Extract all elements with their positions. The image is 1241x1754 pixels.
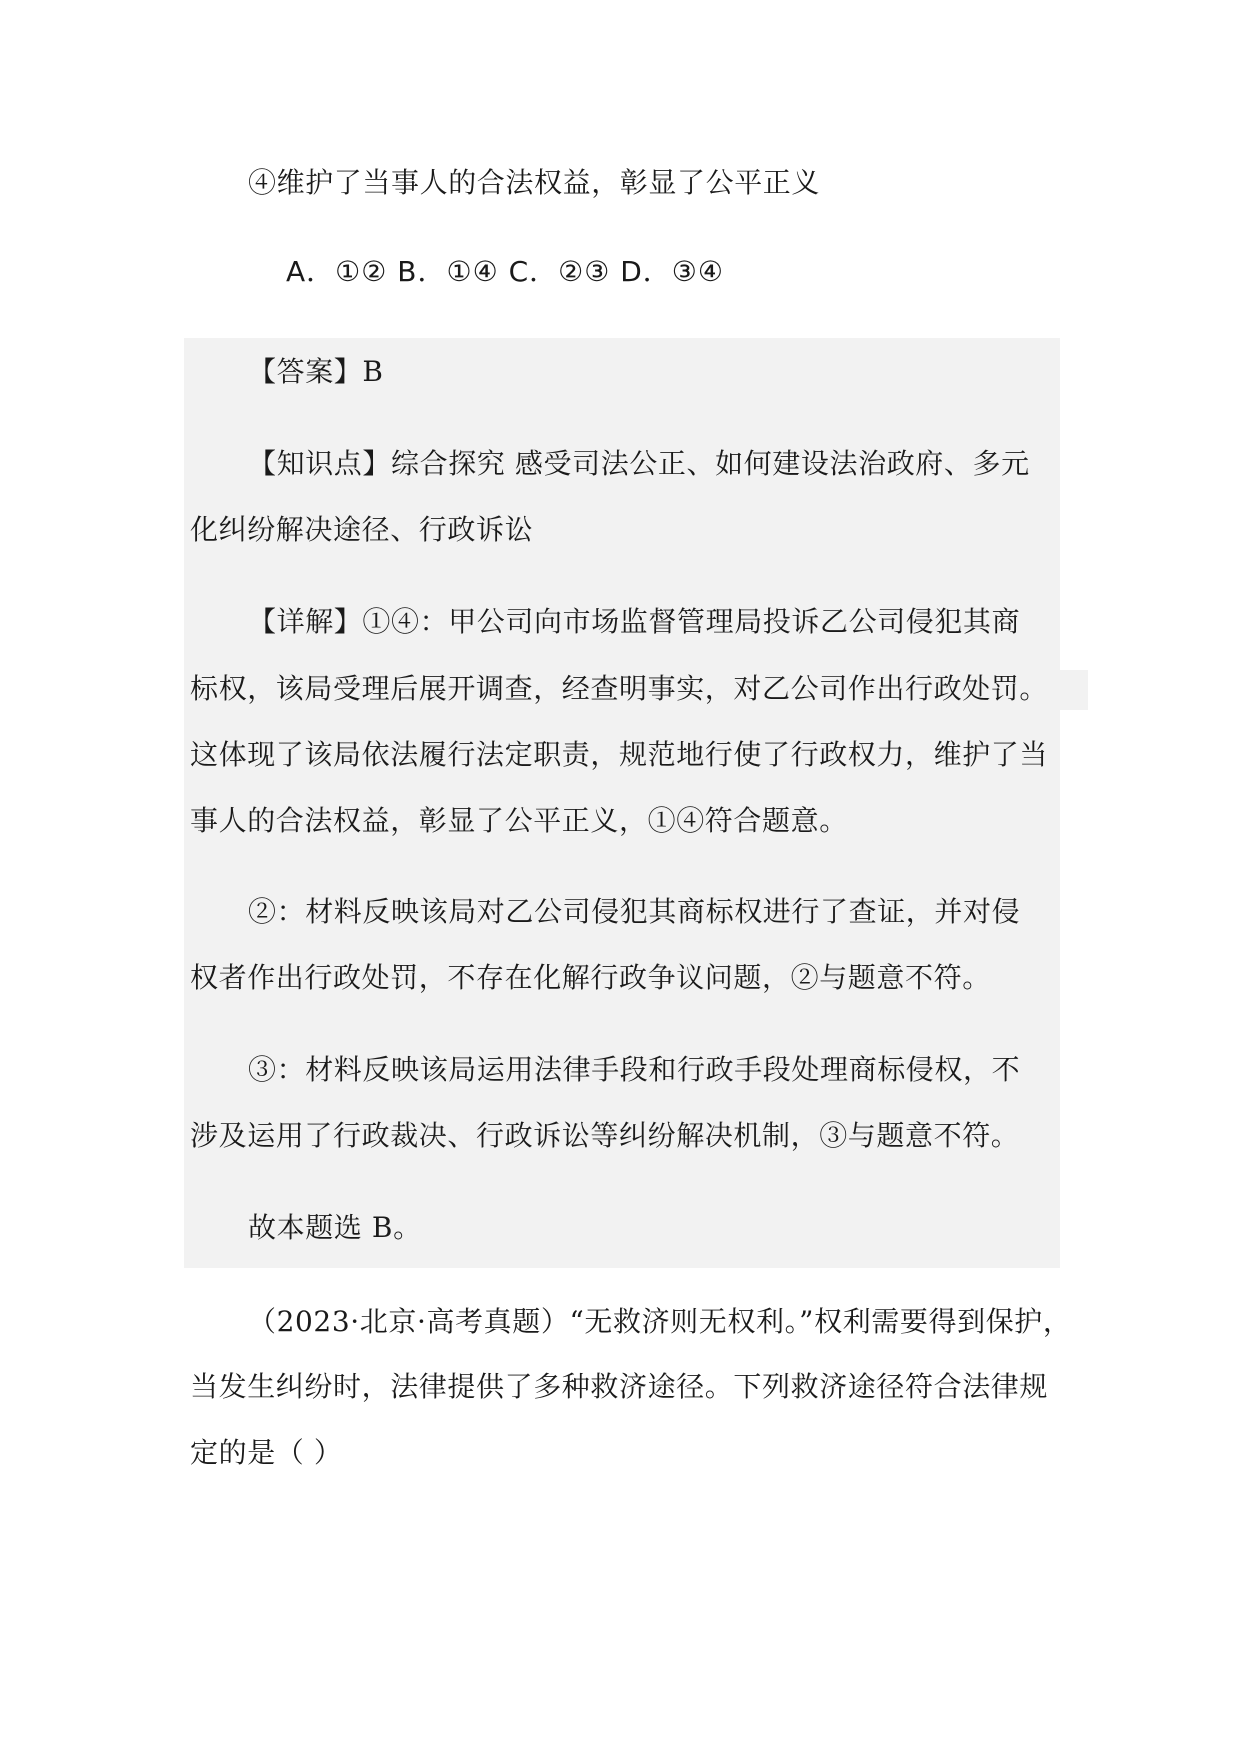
previous-option-4: ④维护了当事人的合法权益，彰显了公平正义 (248, 166, 821, 199)
answer-choices: A．①② B．①④ C．②③ D．③④ (286, 255, 724, 288)
explanation-line-4: 事人的合法权益，彰显了公平正义，①④符合题意。 (190, 804, 848, 837)
knowledge-point-line-2: 化纠纷解决途径、行政诉讼 (190, 513, 534, 546)
question-line-1: （2023·北京·高考真题）“无救济则无权利。”权利需要得到保护， (248, 1305, 1072, 1338)
answer-label: 【答案】B (248, 355, 384, 388)
explanation-option-3-line-2: 涉及运用了行政裁决、行政诉讼等纠纷解决机制，③与题意不符。 (190, 1119, 1020, 1152)
knowledge-point-line-1: 【知识点】综合探究 感受司法公正、如何建设法治政府、多元 (248, 447, 1030, 480)
explanation-option-2-line-2: 权者作出行政处罚，不存在化解行政争议问题，②与题意不符。 (190, 961, 991, 994)
explanation-option-2-line-1: ②：材料反映该局对乙公司侵犯其商标权进行了查证，并对侵 (248, 895, 1021, 928)
explanation-line-2: 标权，该局受理后展开调查，经查明事实，对乙公司作出行政处罚。 (190, 672, 1049, 705)
explanation-line-3: 这体现了该局依法履行法定职责，规范地行使了行政权力，维护了当 (190, 738, 1049, 771)
question-line-3: 定的是（ ） (190, 1436, 343, 1469)
answer-section-overflow (1060, 670, 1088, 710)
question-line-2: 当发生纠纷时，法律提供了多种救济途径。下列救济途径符合法律规 (190, 1370, 1049, 1403)
explanation-line-1: 【详解】①④：甲公司向市场监督管理局投诉乙公司侵犯其商 (248, 605, 1021, 638)
conclusion: 故本题选 B。 (248, 1211, 422, 1244)
explanation-option-3-line-1: ③：材料反映该局运用法律手段和行政手段处理商标侵权，不 (248, 1053, 1021, 1086)
